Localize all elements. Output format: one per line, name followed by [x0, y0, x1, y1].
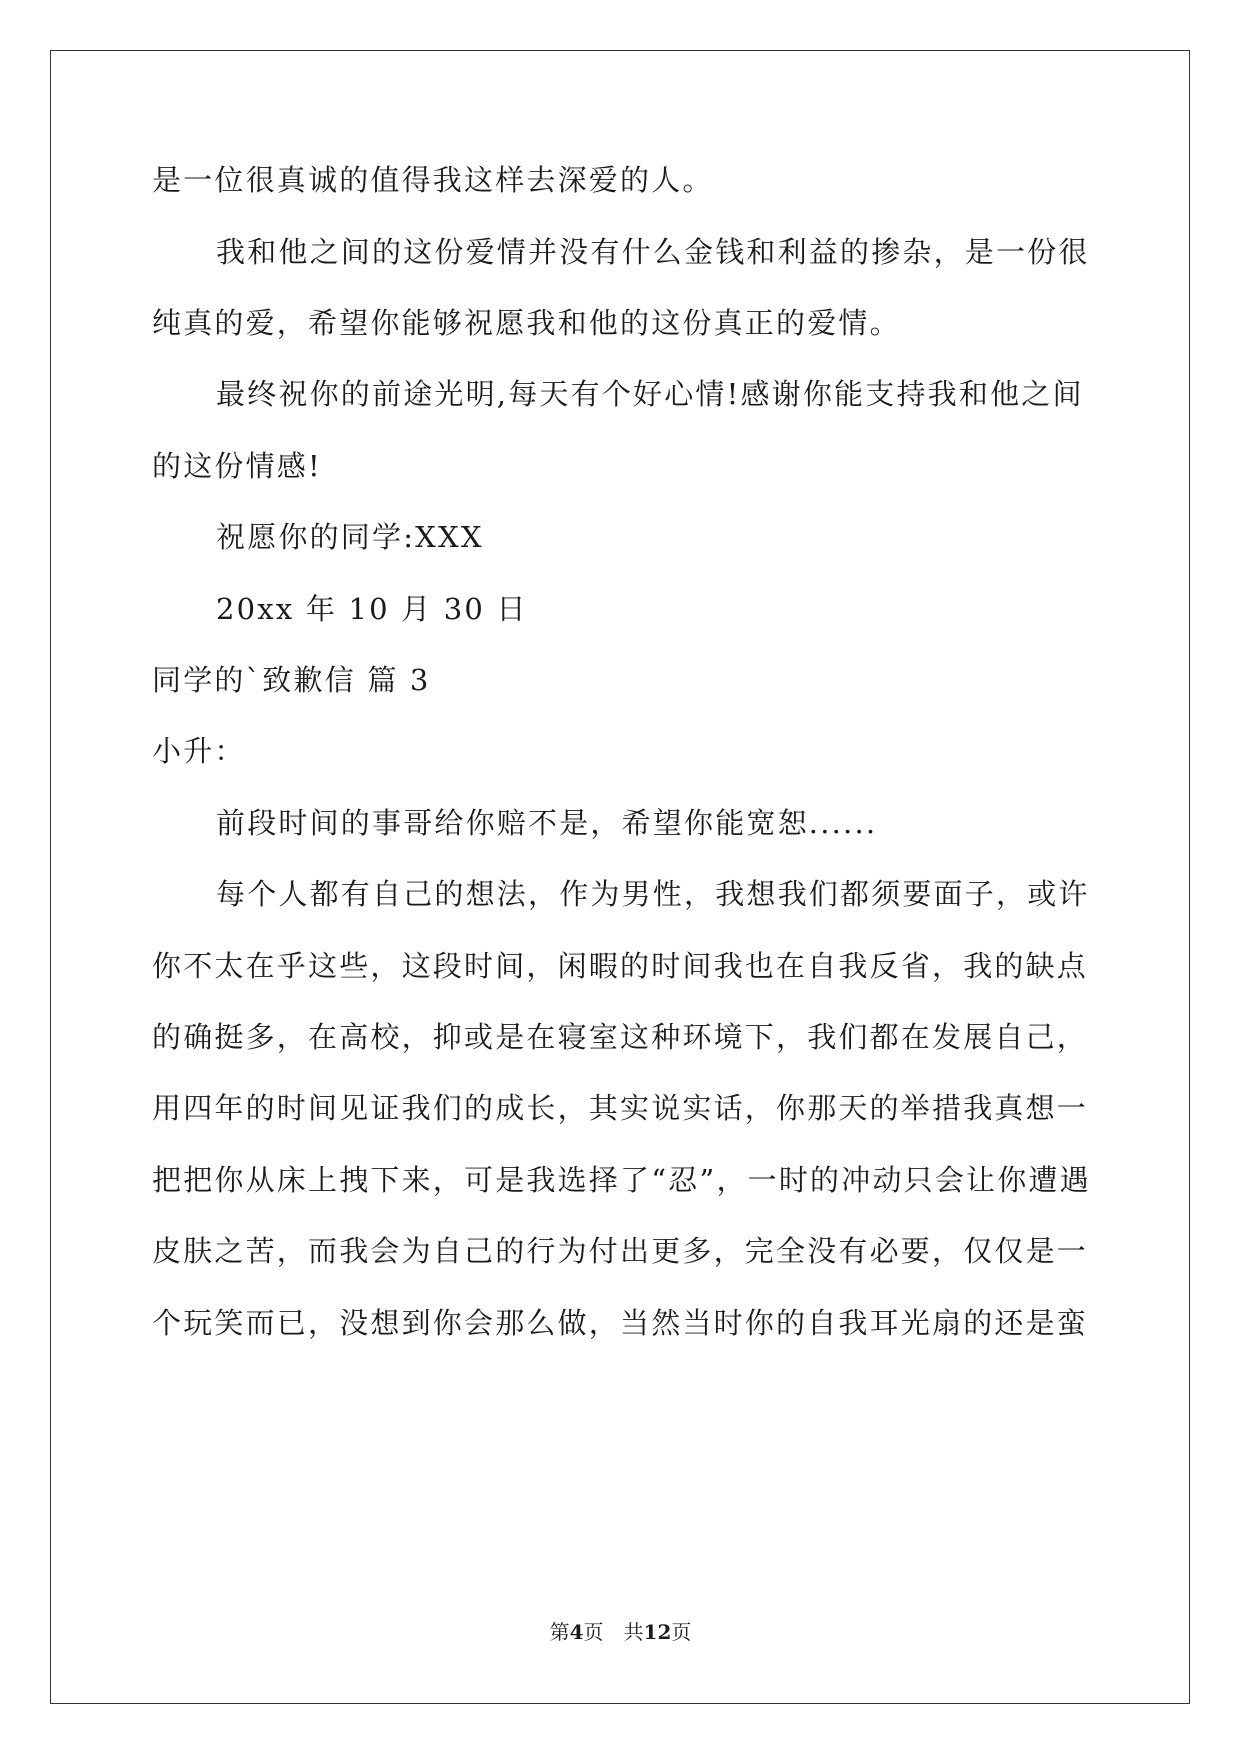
- text-line: 你不太在乎这些，这段时间，闲暇的时间我也在自我反省，我的缺点: [152, 949, 1089, 983]
- text-line: 用四年的时间见证我们的成长，其实说实话，你那天的举措我真想一: [152, 1091, 1089, 1125]
- text-line: 是一位很真诚的值得我这样去深爱的人。: [152, 163, 714, 197]
- text-line: 每个人都有自己的想法，作为男性，我想我们都须要面子，或许: [216, 877, 1090, 911]
- text-line: 的确挺多，在高校，抑或是在寝室这种环境下，我们都在发展自己，: [152, 1020, 1089, 1054]
- text-line: 前段时间的事哥给你赔不是，希望你能宽恕......: [216, 806, 878, 840]
- footer-prefix: 第: [549, 1620, 570, 1644]
- page-number: 4: [569, 1620, 584, 1644]
- salutation: 小升：: [152, 734, 246, 768]
- text-line: 个玩笑而已，没想到你会那么做，当然当时你的自我耳光扇的还是蛮: [152, 1306, 1089, 1340]
- text-line: 最终祝你的前途光明,每天有个好心情!感谢你能支持我和他之间: [216, 377, 1084, 411]
- text-line: 皮肤之苦，而我会为自己的行为付出更多，完全没有必要，仅仅是一: [152, 1234, 1089, 1268]
- footer-suffix: 页: [671, 1620, 692, 1644]
- page-footer: [0, 1620, 1241, 1644]
- date-line: 20xx 年 10 月 30 日: [216, 592, 528, 626]
- section-heading: 同学的`致歉信 篇 3: [152, 663, 431, 697]
- text-line: 的这份情感!: [152, 449, 322, 483]
- footer-mid: 页 共: [583, 1620, 644, 1644]
- text-line: 把把你从床上拽下来，可是我选择了“忍”，一时的冲动只会让你遭遇: [152, 1163, 1091, 1197]
- signature-line: 祝愿你的同学:XXX: [216, 520, 484, 554]
- total-pages: 12: [643, 1620, 672, 1644]
- text-line: 纯真的爱，希望你能够祝愿我和他的这份真正的爱情。: [152, 306, 901, 340]
- text-line: 我和他之间的这份爱情并没有什么金钱和利益的掺杂，是一份很: [216, 235, 1090, 269]
